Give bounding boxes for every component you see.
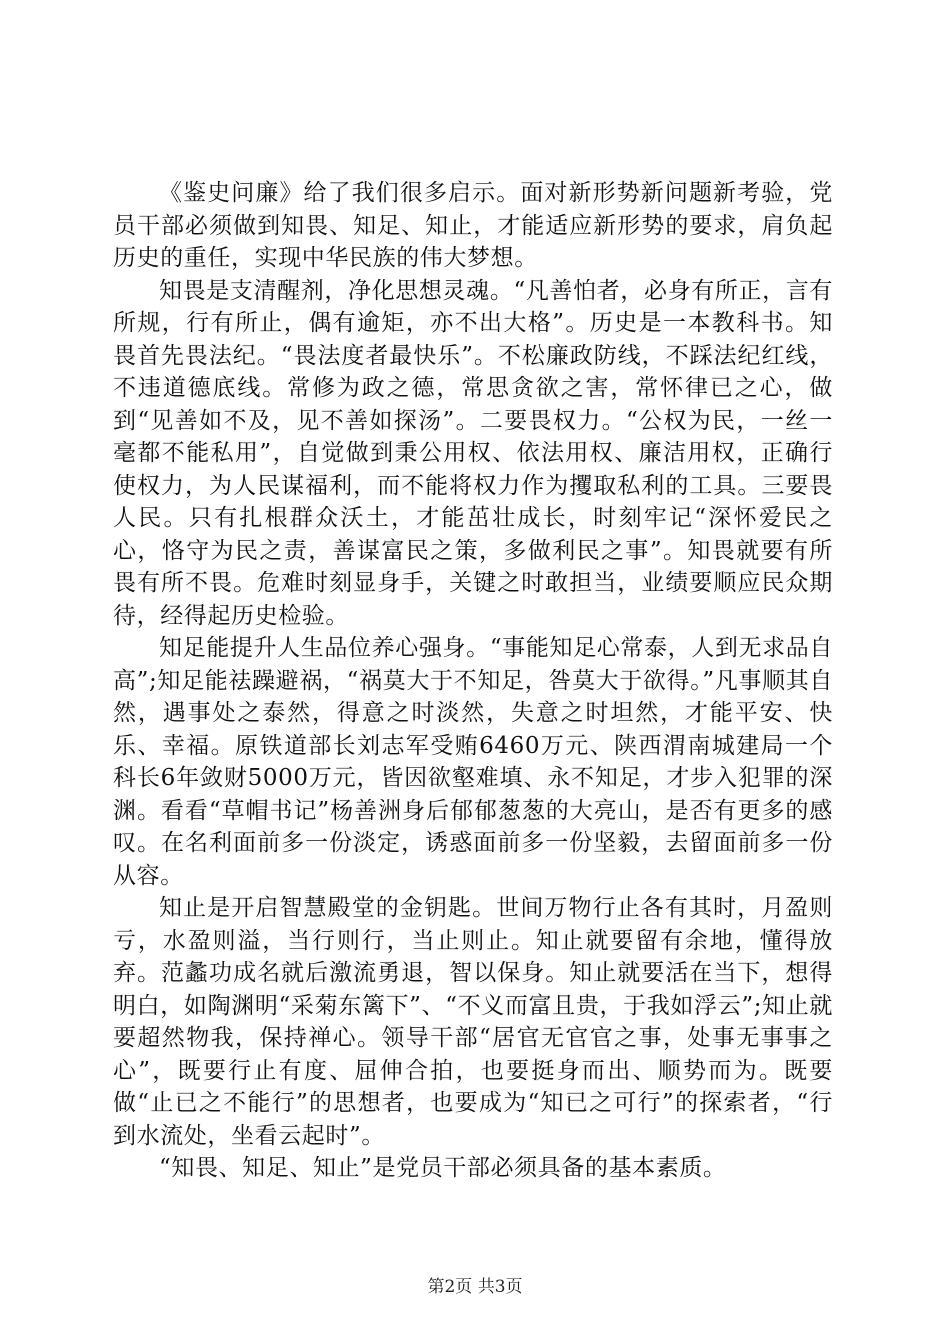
paragraph-conclusion: “知畏、知足、知止”是党员干部必须具备的基本素质。 <box>159 1155 727 1181</box>
document-body <box>113 177 833 1185</box>
paragraph-zhizu: 知足能提升人生品位养心强身。“事能知足心常泰，人到无求品自高”;知足能祛躁避祸，“祸莫大于不知足，咎莫大于欲得。”凡事顺其自然，遇事处之泰然，得意之时淡然，失意之时坦然，才能平安、快乐、幸福。原铁道部长刘志军受贿6460万元、陕西渭南城建局一个科长6年敛财5000万元，皆因欲壑难填、永不知足，才步入犯罪的深渊。看看“草帽书记”杨善洲身后郁郁葱葱的大亮山，是否有更多的感叹。在名利面前多一份淡定，诱惑面前多一份坚毅，去留面前多一份从容。 <box>113 635 833 889</box>
paragraph-zhizhi: 知止是开启智慧殿堂的金钥匙。世间万物行止各有其时，月盈则亏，水盈则溢，当行则行，当止则止。知止就要留有余地，懂得放弃。范蠡功成名就后激流勇退，智以保身。知止就要活在当下，想得明白，如陶渊明“采菊东篱下”、“不义而富且贵，于我如浮云”;知止就要超然物我，保持禅心。领导干部“居官无官官之事，处事无事事之心”，既要行止有度、屈伸合拍，也要挺身而出、顺势而为。既要做“止已之不能行”的思想者，也要成为“知已之可行”的探索者，“行到水流处，坐看云起时”。 <box>113 895 833 1149</box>
page-footer: 第2页 共3页 <box>427 1277 523 1297</box>
paragraph-intro: 《鉴史问廉》给了我们很多启示。面对新形势新问题新考验，党员干部必须做到知畏、知足、知止，才能适应新形势的要求，肩负起历史的重任，实现中华民族的伟大梦想。 <box>113 180 833 271</box>
paragraph-zhiwei: 知畏是支清醒剂，净化思想灵魂。“凡善怕者，必身有所正，言有所规，行有所止，偶有逾矩，亦不出大格”。历史是一本教科书。知畏首先畏法纪。“畏法度者最快乐”。不松廉政防线，不踩法纪红线，不违道德底线。常修为政之德，常思贪欲之害，常怀律已之心，做到“见善如不及，见不善如探汤”。二要畏权力。“公权为民，一丝一毫都不能私用”，自觉做到秉公用权、依法用权、廉洁用权，正确行使权力，为人民谋福利，而不能将权力作为攫取私利的工具。三要畏人民。只有扎根群众沃土，才能茁壮成长，时刻牢记“深怀爱民之心，恪守为民之责，善谋富民之策，多做利民之事”。知畏就要有所畏有所不畏。危难时刻显身手，关键之时敢担当，业绩要顺应民众期待，经得起历史检验。 <box>113 277 833 629</box>
